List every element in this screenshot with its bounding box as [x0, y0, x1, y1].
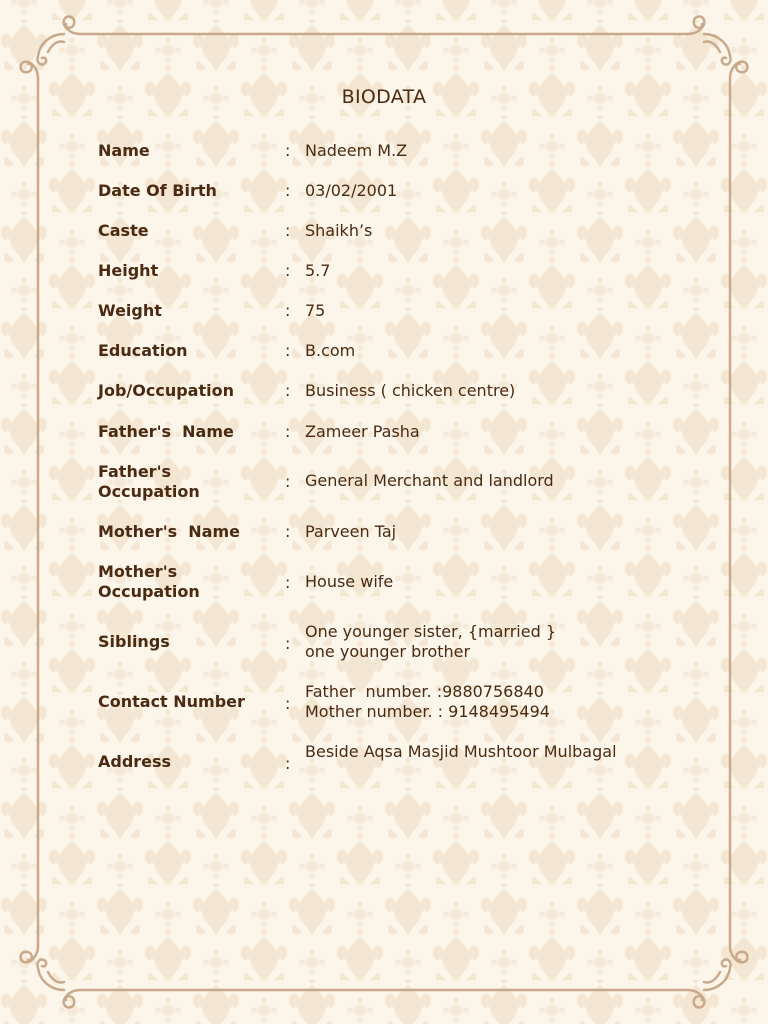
field-row-address	[98, 742, 658, 782]
field-separator: :	[285, 141, 291, 160]
field-value	[305, 622, 665, 662]
corner-flourish-icon	[21, 946, 80, 1007]
field-label: Father's Name	[98, 422, 234, 441]
field-separator: :	[285, 522, 291, 541]
field-label: Weight	[98, 301, 162, 320]
field-separator: :	[285, 301, 291, 320]
field-separator: :	[285, 221, 291, 240]
field-value	[305, 682, 665, 722]
document-title: BIODATA	[341, 86, 427, 108]
field-separator: :	[285, 573, 291, 592]
field-value: Shaikh’s	[305, 221, 373, 240]
field-separator: :	[285, 422, 291, 441]
field-label: Siblings	[98, 632, 170, 651]
field-value: Zameer Pasha	[305, 422, 420, 441]
field-value-line: One younger sister, {married }	[305, 622, 557, 641]
field-value-line: Father number. :9880756840	[305, 682, 544, 701]
field-label: Contact Number	[98, 692, 245, 711]
field-separator: :	[285, 381, 291, 400]
field-row-contact	[98, 682, 658, 722]
field-label: Mother's Name	[98, 522, 240, 541]
field-separator: :	[285, 634, 291, 653]
field-row-father-occupation	[98, 462, 658, 502]
field-separator: :	[285, 754, 291, 773]
field-label-line: Mother's	[98, 562, 178, 581]
field-label: Job/Occupation	[98, 381, 234, 400]
field-value: B.com	[305, 341, 356, 360]
field-label: Height	[98, 261, 159, 280]
field-label-line: Father's	[98, 462, 171, 481]
field-value: Nadeem M.Z	[305, 141, 408, 160]
field-value-line: Mother number. : 9148495494	[305, 702, 550, 721]
field-value: Parveen Taj	[305, 522, 397, 541]
field-row-siblings	[98, 622, 658, 662]
field-label	[98, 562, 278, 602]
field-label: Education	[98, 341, 188, 360]
field-separator: :	[285, 181, 291, 200]
field-label: Address	[98, 752, 172, 771]
field-label-line: Occupation	[98, 582, 200, 601]
field-separator: :	[285, 341, 291, 360]
corner-flourish-icon	[21, 17, 80, 78]
field-label: Name	[98, 141, 150, 160]
field-label	[98, 462, 278, 502]
field-value: 5.7	[305, 261, 331, 280]
field-row-mother-occupation	[98, 562, 658, 602]
field-value: Business ( chicken centre)	[305, 381, 516, 400]
field-value: House wife	[305, 572, 394, 591]
field-separator: :	[285, 472, 291, 491]
field-label: Date Of Birth	[98, 181, 217, 200]
corner-flourish-icon	[688, 17, 747, 78]
corner-flourish-icon	[688, 946, 747, 1007]
field-value: 03/02/2001	[305, 181, 398, 200]
field-value-line: one younger brother	[305, 642, 471, 661]
field-separator: :	[285, 694, 291, 713]
field-value: Beside Aqsa Masjid Mushtoor Mulbagal	[305, 742, 617, 761]
field-label: Caste	[98, 221, 149, 240]
field-value: General Merchant and landlord	[305, 471, 554, 490]
field-label-line: Occupation	[98, 482, 200, 501]
field-value: 75	[305, 301, 326, 320]
field-separator: :	[285, 261, 291, 280]
